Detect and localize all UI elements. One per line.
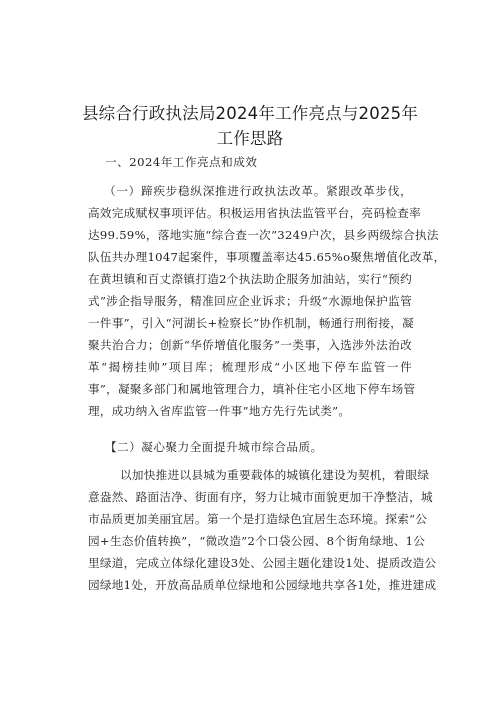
paragraph-1-line: 理，成功纳入省库监管一件事”地方先行先试类”。 [88, 404, 351, 418]
paragraph-2-line: 市品质更加美丽宜居。第一个是打造绿色宜居生态环境。探索“公 [88, 512, 428, 526]
paragraph-2-line: 园+生态价值转换”，“微改造”2个口袋公园、8个街角绿地、1公 [88, 534, 426, 548]
paragraph-1-line: 达99.59%，落地实施“综合查一次”3249户次，县乡两级综合执法 [88, 228, 439, 242]
paragraph-2-line: 里绿道，完成立体绿化建设3处、公园主题化建设1处、提质改造公 [88, 556, 437, 570]
paragraph-1-line: （一）蹄疾步稳纵深推进行政执法改革。紧跟改革步伐， [104, 184, 412, 198]
paragraph-1-line: 高效完成赋权事项评估。积极运用省执法监管平台，亮码检查率 [88, 206, 422, 220]
paragraph-1-line: 一件事”，引入“河湖长+检察长”协作机制，畅通行刑衔接，凝 [88, 316, 415, 330]
paragraph-1-line: 在黄坦镇和百丈漈镇打造2个执法助企服务加油站，实行“预约 [88, 272, 412, 286]
paragraph-2-line: 园绿地1处，开放高品质单位绿地和公园绿地共享各1处，推进建成 [88, 578, 437, 592]
section-heading-2: 【二）凝心聚力全面提升城市综合品质。 [105, 440, 323, 454]
document-title-line-1: 县综合行政执法局2024年工作亮点与2025年 [81, 104, 419, 123]
document-title-line-2: 工作思路 [216, 129, 284, 148]
paragraph-2-line: 以加快推进以县城为重要载体的城镇化建设为契机，着眼绿 [120, 468, 430, 482]
paragraph-1-line: 革“揭榜挂帅”项目库；梳理形成“小区地下停车监管一件 [88, 360, 412, 374]
section-heading-1: 一、2024年工作亮点和成效 [105, 155, 258, 169]
paragraph-1-line: 事”，凝聚多部门和属地管理合力，填补住宅小区地下停车场管 [88, 382, 416, 396]
paragraph-2-line: 意盎然、路面洁净、街面有序，努力让城市面貌更加干净整洁，城 [88, 490, 433, 504]
paragraph-1-line: 式”涉企指导服务，精准回应企业诉求；升级“水源地保护监管 [88, 294, 412, 308]
paragraph-1-line: 队伍共办理1047起案件，事项覆盖率达45.65%o聚焦增值化改革， [88, 250, 446, 264]
paragraph-1-line: 聚共治合力；创新“华侨增值化服务”一类事，入选涉外法治改 [88, 338, 412, 352]
